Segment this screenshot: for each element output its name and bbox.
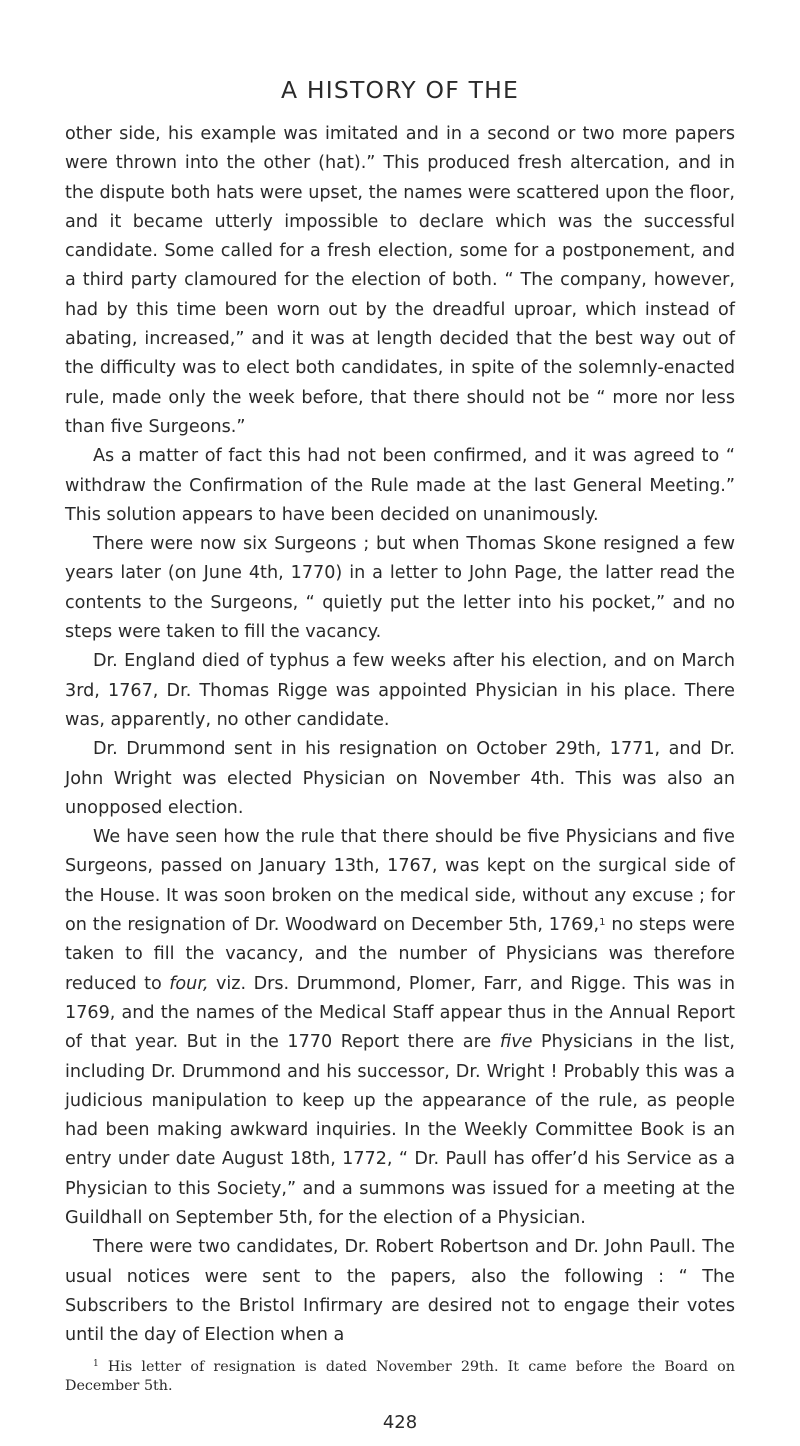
paragraph (65, 823, 735, 1233)
footnote-reference: 1 (599, 917, 606, 929)
paragraph: As a matter of fact this had not been confirmed, and it was agreed to “ withdraw the Confirmation of the Rule made at the last General Meeting.” This solution appears to have been decided on unanimously. (65, 446, 735, 525)
text-run: no steps were taken to fill the vacancy, and the number of Physicians was therefore reduced to (65, 915, 735, 994)
footnote-mark: 1 (93, 1359, 99, 1369)
footnote-body: His letter of resignation is dated November 29th. It came before the Board on December 5th. (65, 1359, 735, 1394)
page-number: 428 (382, 1412, 418, 1433)
text-run: We have seen how the rule that there should be five Physicians and five Surgeons, passed on January 13th, 1767, was kept on the surgical side of the House. It was soon broken on the medical side, without any excuse ; for on the resignation of Dr. Woodward on December 5th, 1769, (65, 827, 735, 936)
running-head: A HISTORY OF THE (280, 76, 520, 104)
body-text (65, 120, 735, 1350)
paragraph: Dr. Drummond sent in his resignation on October 29th, 1771, and Dr. John Wright was elected Physician on November 4th. This was also an unopposed election. (65, 739, 735, 818)
text-run: viz. Drs. Drummond, Plomer, Farr, and Rigge. This was in 1769, and the names of the Medical Staff appear thus in the Annual Report of that year. But in the 1770 Report there are (65, 973, 735, 1053)
italic-word: four, (169, 973, 209, 994)
paragraph: Dr. England died of typhus a few weeks after his election, and on March 3rd, 1767, Dr. Thomas Rigge was appointed Physician in his place. There was, apparently, no other candidate. (65, 651, 735, 730)
text-run: Physicians in the list, including Dr. Drummond and his successor, Dr. Wright ! Probably this was a judicious manipulation to keep up the appearance of the rule, as people had been making awkward inquiries. In the Weekly Committee Book is an entry under date August 18th, 1772, “ Dr. Paull has offer’d his Service as a Physician to this Society,” and a summons was issued for a meeting at the Guildhall on September 5th, for the election of a Physician. (65, 1032, 736, 1228)
footnote-text (65, 1358, 735, 1396)
paragraph: other side, his example was imitated and in a second or two more papers were thrown into the other (hat).” This produced fresh altercation, and in the dispute both hats were upset, the names were scattered upon the floor, and it became utterly impossible to declare which was the successful candidate. Some called for a fresh election, some for a postponement, and a third party clamoured for the election of both. “ The company, however, had by this time been worn out by the dreadful uproar, which instead of abating, increased,” and it was at length decided that the best way out of the difficulty was to elect both candidates, in spite of the solemnly-enacted rule, made only the week before, that there should not be “ more nor less than five Surgeons.” (65, 124, 735, 437)
paragraph: There were now six Surgeons ; but when Thomas Skone resigned a few years later (on June 4th, 1770) in a letter to John Page, the latter read the contents to the Surgeons, “ quietly put the letter into his pocket,” and no steps were taken to fill the vacancy. (65, 534, 735, 643)
paragraph: There were two candidates, Dr. Robert Robertson and Dr. John Paull. The usual notices were sent to the papers, also the following : “ The Subscribers to the Bristol Infirmary are desired not to engage their votes until the day of Election when a (65, 1237, 735, 1346)
italic-word: five (499, 1032, 533, 1053)
footnote (65, 1358, 735, 1396)
